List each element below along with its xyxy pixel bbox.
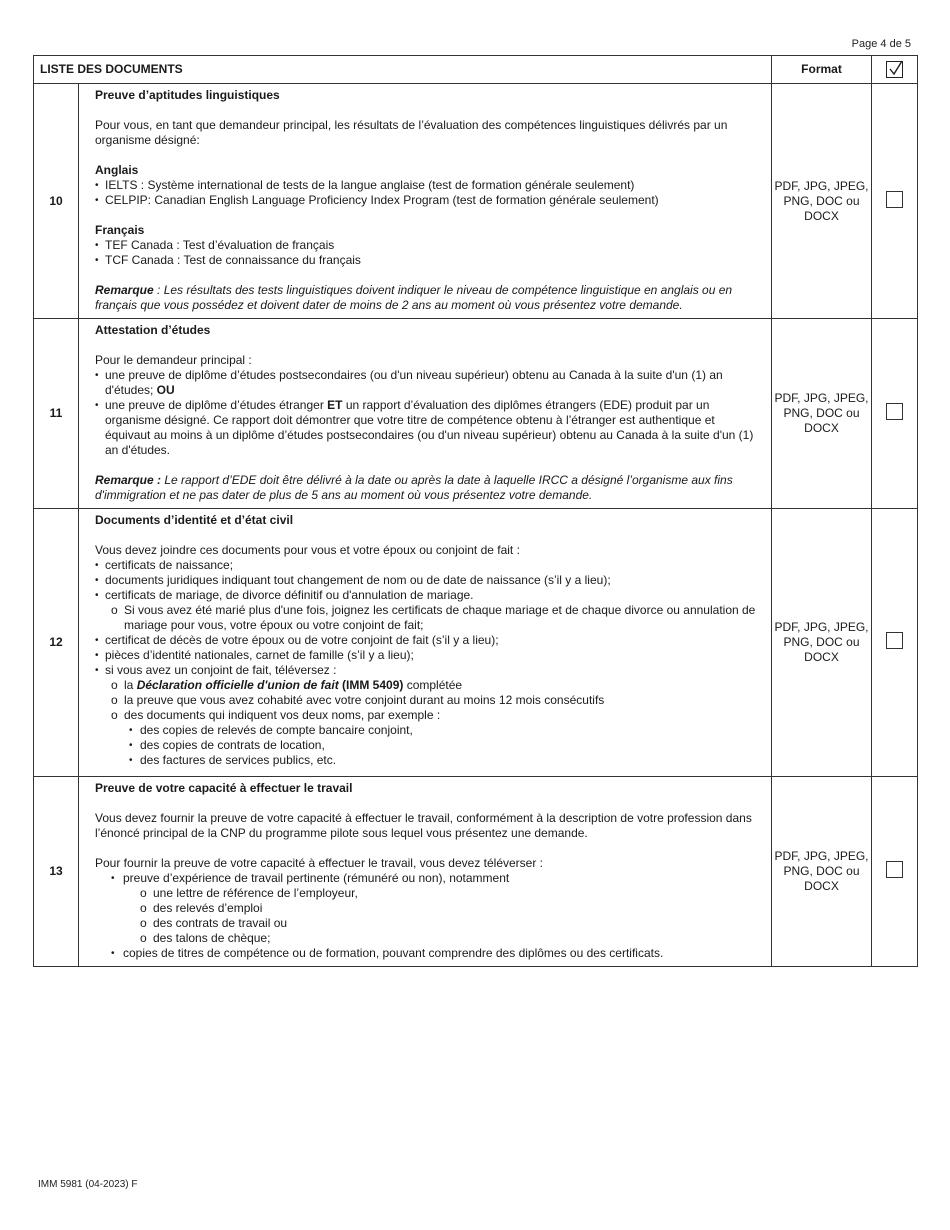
row-check — [872, 319, 918, 509]
checkbox[interactable] — [886, 403, 903, 420]
list-item: • certificats de mariage, de divorce définitif ou d'annulation de mariage. — [95, 588, 763, 603]
item-bold: OU — [156, 383, 175, 397]
document-checklist-table — [33, 55, 918, 967]
list-sub-sub-item: • des copies de relevés de compte bancaire conjoint, — [95, 723, 763, 738]
list-sub-item: o la preuve que vous avez cohabité avec votre conjoint durant au moins 12 mois consécutifs — [95, 693, 763, 708]
list-sub-sub-item: • des copies de contrats de location, — [95, 738, 763, 753]
row-check — [872, 509, 918, 777]
note-sep: : — [153, 283, 164, 297]
row-number: 12 — [34, 509, 79, 777]
row-check — [872, 84, 918, 319]
row-number: 11 — [34, 319, 79, 509]
checkbox[interactable] — [886, 861, 903, 878]
list-item: • IELTS : Système international de tests de la langue anglaise (test de formation générale seulement) — [95, 178, 763, 193]
list-item — [95, 398, 763, 458]
form-name: Déclaration officielle d'union de fait — [136, 678, 339, 692]
french-heading: Français — [95, 223, 145, 237]
note-label: Remarque — [95, 283, 154, 297]
list-item: • TCF Canada : Test de connaissance du français — [95, 253, 763, 268]
row-content — [79, 84, 772, 319]
list-sub-item: o des talons de chèque; — [95, 931, 763, 946]
item-text: la — [124, 678, 137, 692]
note-label: Remarque : — [95, 473, 162, 487]
item-text: complétée — [403, 678, 463, 692]
row-number: 10 — [34, 84, 79, 319]
list-item: • TEF Canada : Test d’évaluation de français — [95, 238, 763, 253]
row-title: Documents d’identité et d’état civil — [95, 513, 294, 527]
row-title: Preuve d’aptitudes linguistiques — [95, 88, 280, 102]
row-content — [79, 777, 772, 967]
list-sub-item: o des relevés d’emploi — [95, 901, 763, 916]
row-format: PDF, JPG, JPEG, PNG, DOC ou DOCX — [772, 777, 872, 967]
row-format: PDF, JPG, JPEG, PNG, DOC ou DOCX — [772, 84, 872, 319]
row-intro: Vous devez fournir la preuve de votre capacité à effectuer le travail, conformément à la description de votre profession dans l’énoncé principal de la CNP du programme pilote sous lequel vous présentez une demande. — [95, 811, 752, 840]
header-title: LISTE DES DOCUMENTS — [34, 56, 772, 84]
checkmark-icon — [886, 61, 903, 78]
list-sub-item — [95, 678, 763, 693]
table-row — [34, 509, 918, 777]
header-format: Format — [772, 56, 872, 84]
row-content — [79, 319, 772, 509]
row-title: Attestation d’études — [95, 323, 211, 337]
item-text: une preuve de diplôme d’études étranger — [105, 398, 328, 412]
list-item: • certificat de décès de votre époux ou de votre conjoint de fait (s’il y a lieu); — [95, 633, 763, 648]
row-number: 13 — [34, 777, 79, 967]
row-format: PDF, JPG, JPEG, PNG, DOC ou DOCX — [772, 509, 872, 777]
list-item: • certificats de naissance; — [95, 558, 763, 573]
table-row — [34, 84, 918, 319]
english-heading: Anglais — [95, 163, 139, 177]
row-intro: Vous devez joindre ces documents pour vous et votre époux ou conjoint de fait : — [95, 543, 520, 557]
row-note — [95, 473, 763, 503]
list-sub-item: o une lettre de référence de l’employeur, — [95, 886, 763, 901]
checkbox[interactable] — [886, 191, 903, 208]
row-intro-2: Pour fournir la preuve de votre capacité à effectuer le travail, vous devez téléverser : — [95, 856, 544, 870]
row-check — [872, 777, 918, 967]
checkbox[interactable] — [886, 632, 903, 649]
form-code: IMM 5981 (04-2023) F — [38, 1179, 138, 1190]
list-item: • pièces d’identité nationales, carnet de famille (s’il y a lieu); — [95, 648, 763, 663]
list-item — [95, 368, 763, 398]
list-sub-sub-item: • des factures de services publics, etc. — [95, 753, 763, 768]
form-number: (IMM 5409) — [338, 678, 404, 692]
table-row — [34, 777, 918, 967]
page-number: Page 4 de 5 — [851, 38, 911, 50]
row-content — [79, 509, 772, 777]
item-text: un rapport d’évaluation des diplômes étrangers (EDE) produit par un organisme désigné. Ce rapport doit démontrer que votre titre de compétence obtenu à l’étranger est authentique et équivaut au moins à un diplôme d’études postsecondaires (ou d'un niveau supérieur) obtenu au Canada à la suite d'un (1) an d'études. — [105, 398, 754, 457]
row-note — [95, 283, 763, 313]
list-item: • copies de titres de compétence ou de formation, pouvant comprendre des diplômes ou des certificats. — [95, 946, 763, 961]
list-item: • preuve d’expérience de travail pertinente (rémunéré ou non), notamment — [95, 871, 763, 886]
item-text: une preuve de diplôme d’études postsecondaires (ou d'un niveau supérieur) obtenu au Canada à la suite d'un (1) an d'études; — [105, 368, 723, 397]
list-sub-item: o des contrats de travail ou — [95, 916, 763, 931]
list-sub-item: o Si vous avez été marié plus d'une fois, joignez les certificats de chaque mariage et de chaque divorce ou annulation de mariage pour vous, votre époux ou votre conjoint de fait; — [95, 603, 763, 633]
note-text: Les résultats des tests linguistiques doivent indiquer le niveau de compétence linguistique en anglais ou en français que vous possédez et doivent dater de moins de 2 ans au moment où vous présentez votre demande. — [95, 283, 733, 312]
header-check — [872, 56, 918, 84]
row-intro: Pour vous, en tant que demandeur principal, les résultats de l’évaluation des compétences linguistiques délivrés par un organisme désigné: — [95, 118, 728, 147]
item-bold: ET — [327, 398, 343, 412]
list-item: • documents juridiques indiquant tout changement de nom ou de date de naissance (s’il y a lieu); — [95, 573, 763, 588]
table-row — [34, 319, 918, 509]
list-sub-item: o des documents qui indiquent vos deux noms, par exemple : — [95, 708, 763, 723]
note-text: Le rapport d’EDE doit être délivré à la date ou après la date à laquelle IRCC a désigné l’organisme aux fins d'immigration et ne pas dater de plus de 5 ans au moment où vous présentez votre demande. — [95, 473, 733, 502]
row-title: Preuve de votre capacité à effectuer le travail — [95, 781, 353, 795]
list-item: • CELPIP: Canadian English Language Proficiency Index Program (test de formation générale seulement) — [95, 193, 763, 208]
row-intro: Pour le demandeur principal : — [95, 353, 252, 367]
list-item: • si vous avez un conjoint de fait, téléversez : — [95, 663, 763, 678]
table-header-row — [34, 56, 918, 84]
row-format: PDF, JPG, JPEG, PNG, DOC ou DOCX — [772, 319, 872, 509]
